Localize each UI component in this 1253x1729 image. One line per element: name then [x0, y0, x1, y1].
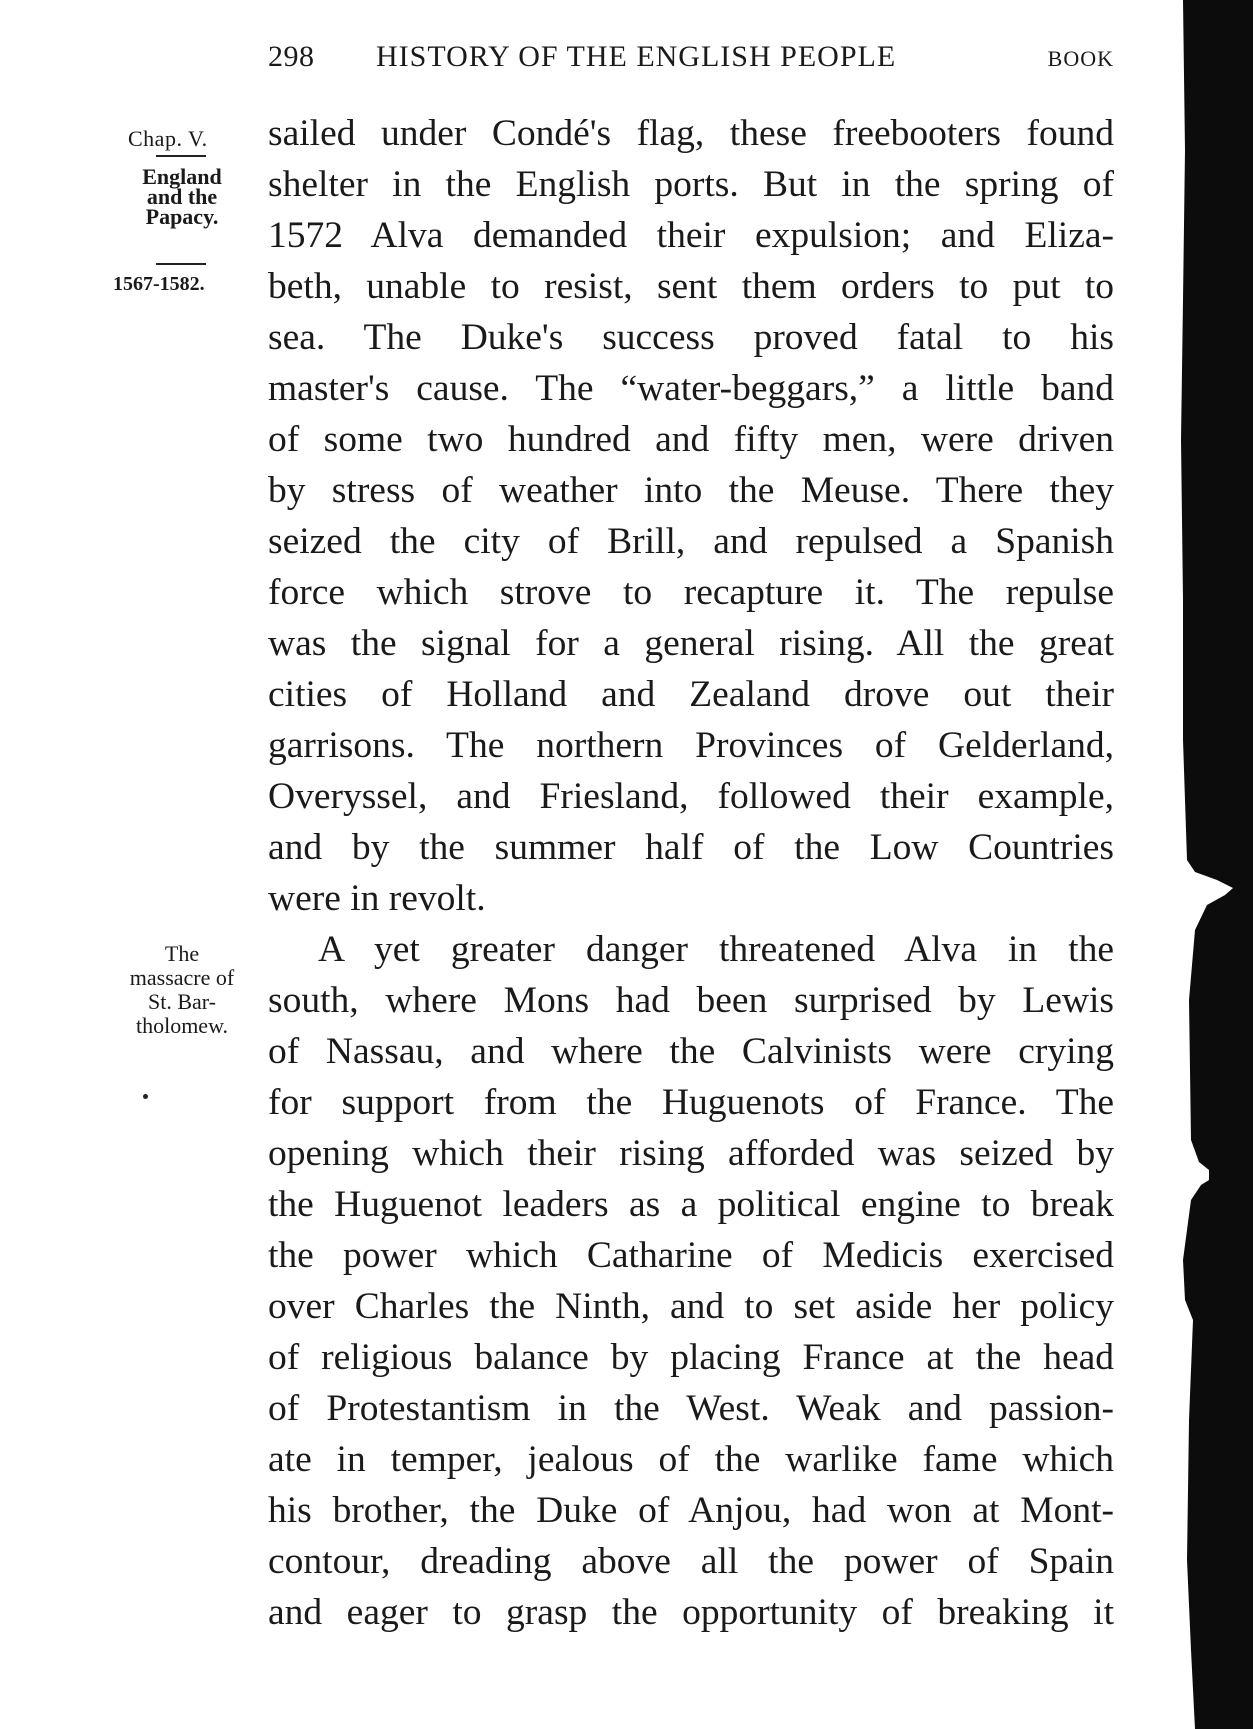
margin-rule: [156, 263, 206, 265]
text-line: master's cause. The “water-beggars,” a little band: [268, 368, 1114, 409]
text-line: were in revolt.: [268, 878, 486, 919]
text-line: of Protestantism in the West. Weak and passion-: [268, 1388, 1114, 1429]
text-line: the power which Catharine of Medicis exercised: [268, 1235, 1114, 1276]
text-line: Overyssel, and Friesland, followed their example,: [268, 776, 1114, 817]
text-line: beth, unable to resist, sent them orders to put to: [268, 266, 1114, 307]
text-line: and by the summer half of the Low Countries: [268, 827, 1114, 868]
text-line: contour, dreading above all the power of Spain: [268, 1541, 1114, 1582]
text-line: cities of Holland and Zealand drove out their: [268, 674, 1114, 715]
book-label: BOOK: [1047, 46, 1114, 71]
running-head: HISTORY OF THE ENGLISH PEOPLE: [376, 40, 897, 73]
text-line: garrisons. The northern Provinces of Gelderland,: [268, 725, 1114, 766]
text-line: was the signal for a general rising. All the great: [268, 623, 1114, 664]
text-line: A yet greater danger threatened Alva in the: [318, 929, 1114, 970]
text-line: sea. The Duke's success proved fatal to his: [268, 317, 1114, 358]
text-line: of Nassau, and where the Calvinists were crying: [268, 1031, 1114, 1072]
chapter-marker: Chap. V.: [128, 126, 208, 151]
stray-dot-mark: [143, 1094, 148, 1099]
text-line: the Huguenot leaders as a political engine to break: [268, 1184, 1114, 1225]
page-number: 298: [268, 40, 315, 73]
text-line: force which strove to recapture it. The repulse: [268, 572, 1114, 613]
scanned-page-edge-shadow: [1153, 0, 1253, 1729]
text-line: over Charles the Ninth, and to set aside her policy: [268, 1286, 1114, 1327]
text-line: of religious balance by placing France at the head: [268, 1337, 1114, 1378]
text-line: opening which their rising afforded was seized by: [268, 1133, 1114, 1174]
date-range: 1567-1582.: [113, 273, 205, 295]
text-line: of some two hundred and fifty men, were driven: [268, 419, 1114, 460]
text-line: and eager to grasp the opportunity of breaking it: [268, 1592, 1114, 1633]
text-line: for support from the Huguenots of France. The: [268, 1082, 1114, 1123]
text-line: by stress of weather into the Meuse. There they: [268, 470, 1114, 511]
margin-rule: [156, 155, 206, 157]
sidenote-massacre: The massacre of St. Bar-tholomew.: [129, 941, 235, 1038]
text-line: south, where Mons had been surprised by Lewis: [268, 980, 1114, 1021]
text-line: shelter in the English ports. But in the spring of: [268, 164, 1114, 205]
page-header: [268, 40, 1114, 80]
text-line: 1572 Alva demanded their expulsion; and Eliza-: [268, 215, 1114, 256]
text-line: his brother, the Duke of Anjou, had won at Mont-: [268, 1490, 1114, 1531]
text-line: ate in temper, jealous of the warlike fame which: [268, 1439, 1114, 1480]
text-line: seized the city of Brill, and repulsed a Spanish: [268, 521, 1114, 562]
text-line: sailed under Condé's flag, these freebooters found: [268, 113, 1114, 154]
sidenote-england-papacy: England and the Papacy.: [142, 164, 222, 229]
